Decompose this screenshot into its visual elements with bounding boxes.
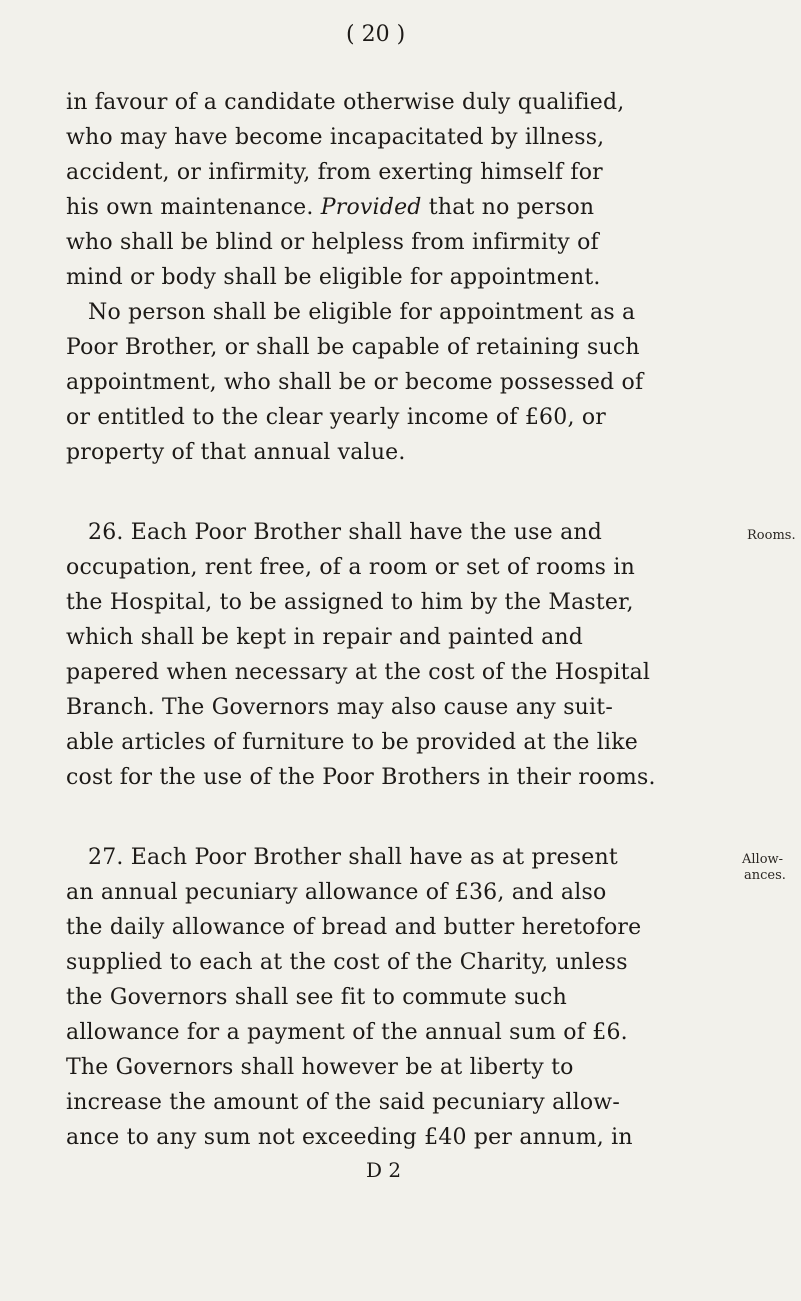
text-line: who may have become incapacitated by illness, xyxy=(66,125,605,150)
text-line: The Governors shall however be at liberty to xyxy=(66,1055,574,1080)
text-line: property of that annual value. xyxy=(66,440,406,465)
text-line: cost for the use of the Poor Brothers in their rooms. xyxy=(66,765,656,790)
text-line: Poor Brother, or shall be capable of retaining such xyxy=(66,335,640,360)
text-line: No person shall be eligible for appointment as a xyxy=(88,300,636,325)
text-line: increase the amount of the said pecuniary allow- xyxy=(66,1090,620,1115)
text-line: who shall be blind or helpless from infirmity of xyxy=(66,230,599,255)
text-line: in favour of a candidate otherwise duly qualified, xyxy=(66,90,625,115)
text-span: that no person xyxy=(428,195,595,220)
margin-note-allowances: ances. xyxy=(744,868,786,883)
margin-note-allowances: Allow- xyxy=(742,852,784,867)
text-line: allowance for a payment of the annual sum of £6. xyxy=(66,1020,628,1045)
text-line: the Governors shall see fit to commute such xyxy=(66,985,567,1010)
text-line: 26. Each Poor Brother shall have the use and xyxy=(88,520,603,545)
text-line: an annual pecuniary allowance of £36, and also xyxy=(66,880,607,905)
text-line: papered when necessary at the cost of the Hospital xyxy=(66,660,651,685)
text-line: Branch. The Governors may also cause any suit- xyxy=(66,695,613,720)
text-line: 27. Each Poor Brother shall have as at present xyxy=(88,845,618,870)
text-line: able articles of furniture to be provided at the like xyxy=(66,730,639,755)
page-number: ( 20 ) xyxy=(346,22,406,47)
italic-provided: Provided xyxy=(320,195,422,220)
text-line: the Hospital, to be assigned to him by the Master, xyxy=(66,590,634,615)
text-line: mind or body shall be eligible for appointment. xyxy=(66,265,601,290)
text-line: which shall be kept in repair and painted and xyxy=(66,625,584,650)
text-line: the daily allowance of bread and butter heretofore xyxy=(66,915,642,940)
text-line: appointment, who shall be or become possessed of xyxy=(66,370,644,395)
text-line: ance to any sum not exceeding £40 per annum, in xyxy=(66,1125,633,1150)
text-line: supplied to each at the cost of the Charity, unless xyxy=(66,950,628,975)
margin-note-rooms: Rooms. xyxy=(747,528,796,543)
signature-mark: D 2 xyxy=(366,1158,402,1182)
text-span: his own maintenance. xyxy=(66,195,314,220)
text-line: or entitled to the clear yearly income of £60, or xyxy=(66,405,607,430)
text-line: occupation, rent free, of a room or set of rooms in xyxy=(66,555,635,580)
text-line: accident, or infirmity, from exerting himself for xyxy=(66,160,603,185)
text-line xyxy=(66,193,594,223)
